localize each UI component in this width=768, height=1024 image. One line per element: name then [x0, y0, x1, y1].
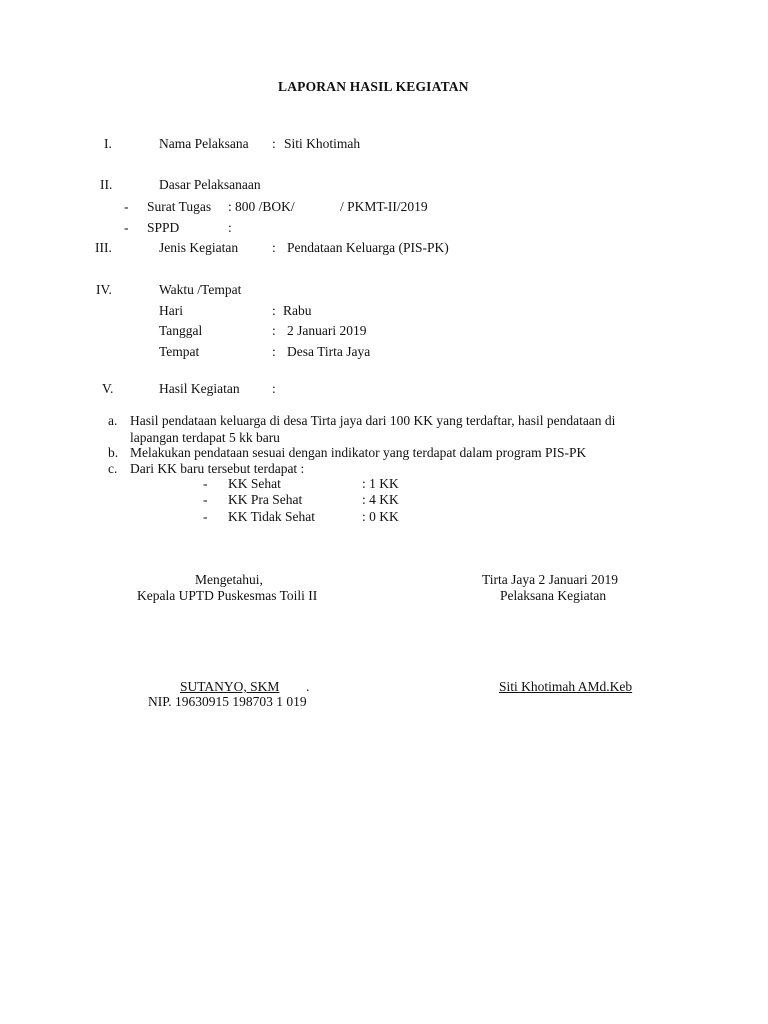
colon: :: [272, 381, 276, 396]
colon: :: [272, 240, 276, 255]
section-label: Nama Pelaksana: [159, 136, 249, 151]
list-letter: b.: [108, 445, 119, 460]
signature-right-line2: Pelaksana Kegiatan: [500, 588, 607, 603]
list-item-text: Dari KK baru tersebut terdapat :: [130, 461, 305, 476]
dash: -: [203, 492, 208, 507]
section-label: Jenis Kegiatan: [159, 240, 239, 255]
kk-value: : 0 KK: [362, 509, 399, 524]
kk-label: KK Tidak Sehat: [228, 509, 316, 524]
section-number: III.: [95, 240, 112, 255]
colon: :: [272, 344, 276, 359]
dash: -: [124, 199, 129, 214]
section-number: IV.: [96, 282, 112, 297]
colon: :: [228, 220, 232, 235]
signature-left-dot: .: [306, 679, 310, 694]
signature-right-line1: Tirta Jaya 2 Januari 2019: [482, 572, 618, 587]
row-label: Tanggal: [159, 323, 203, 338]
section-number: V.: [102, 381, 114, 396]
row-value: Rabu: [283, 303, 312, 318]
signature-left-line1: Mengetahui,: [195, 572, 263, 587]
section-number: II.: [100, 177, 113, 192]
document-title: LAPORAN HASIL KEGIATAN: [278, 79, 469, 94]
item-label: SPPD: [147, 220, 180, 235]
section-value: Pendataan Keluarga (PIS-PK): [287, 240, 449, 255]
item-value: 800 /BOK/: [235, 199, 295, 214]
list-letter: a.: [108, 413, 118, 428]
dash: -: [203, 476, 208, 491]
colon: :: [272, 136, 276, 151]
section-value: Siti Khotimah: [284, 136, 361, 151]
list-item-text-cont: lapangan terdapat 5 kk baru: [130, 430, 280, 445]
row-value: 2 Januari 2019: [287, 323, 367, 338]
signature-right-name: Siti Khotimah AMd.Keb: [499, 679, 633, 694]
section-label: Waktu /Tempat: [159, 282, 242, 297]
section-number: I.: [104, 136, 112, 151]
list-item-text: Melakukan pendataan sesuai dengan indikator yang terdapat dalam program PIS-PK: [130, 445, 587, 460]
colon: :: [228, 199, 232, 214]
signature-left-nip: NIP. 19630915 198703 1 019: [148, 694, 307, 709]
colon: :: [272, 323, 276, 338]
row-label: Tempat: [159, 344, 200, 359]
item-label: Surat Tugas: [147, 199, 212, 214]
list-letter: c.: [108, 461, 118, 476]
dash: -: [203, 509, 208, 524]
colon: :: [272, 303, 276, 318]
kk-value: : 4 KK: [362, 492, 399, 507]
kk-label: KK Sehat: [228, 476, 281, 491]
row-label: Hari: [159, 303, 183, 318]
kk-label: KK Pra Sehat: [228, 492, 303, 507]
row-value: Desa Tirta Jaya: [287, 344, 371, 359]
list-item-text: Hasil pendataan keluarga di desa Tirta jaya dari 100 KK yang terdaftar, hasil pendataan di: [130, 413, 616, 428]
kk-value: : 1 KK: [362, 476, 399, 491]
section-label: Dasar Pelaksanaan: [159, 177, 261, 192]
signature-left-name: SUTANYO, SKM: [180, 679, 280, 694]
dash: -: [124, 220, 129, 235]
item-value-suffix: / PKMT-II/2019: [340, 199, 428, 214]
section-label: Hasil Kegiatan: [159, 381, 240, 396]
signature-left-line2: Kepala UPTD Puskesmas Toili II: [137, 588, 318, 603]
